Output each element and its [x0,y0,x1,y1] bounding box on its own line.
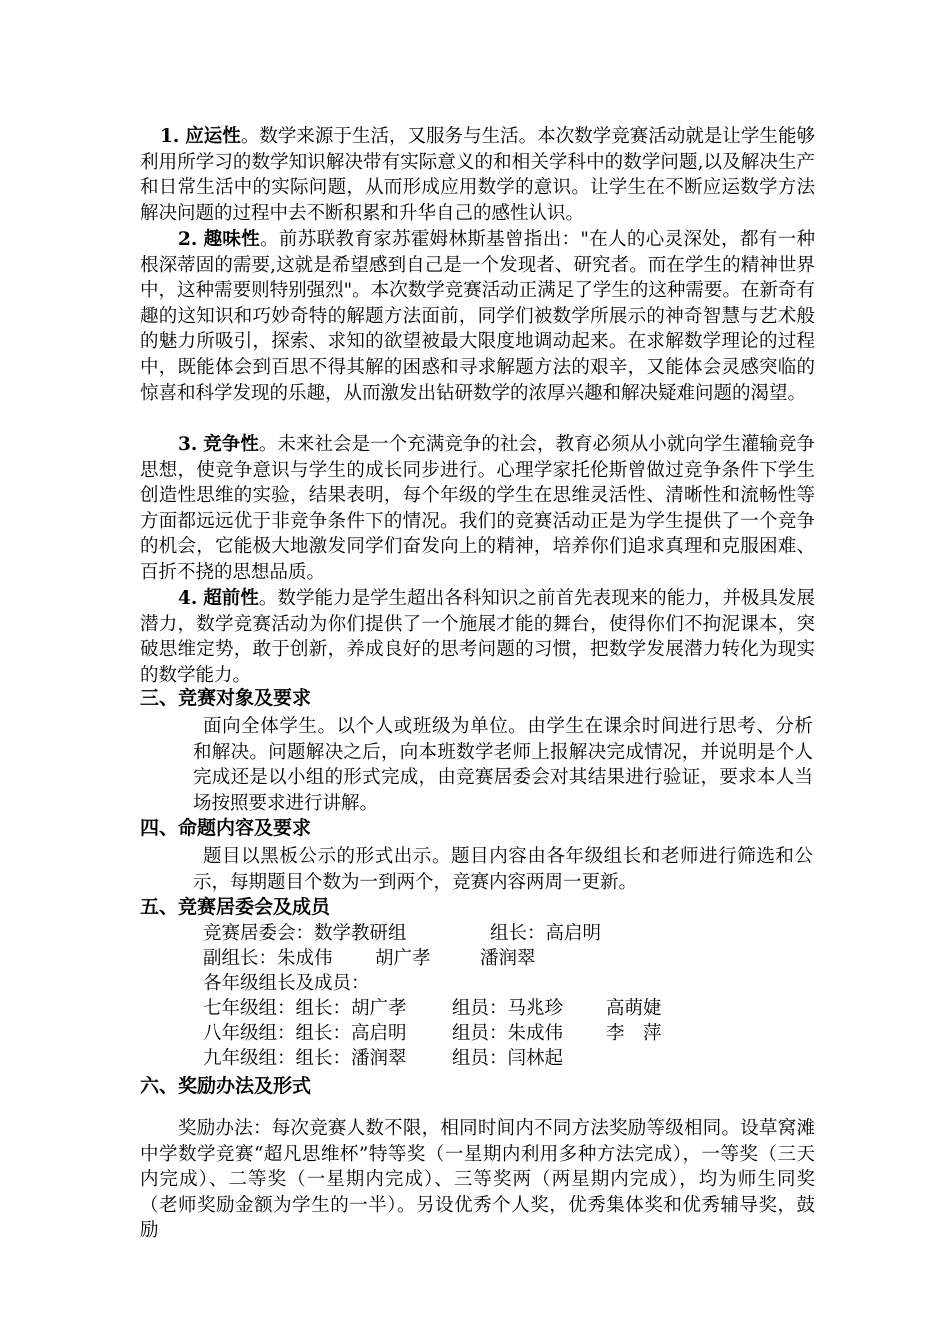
paragraph-competition [140,432,815,586]
item-title: 竞争性 [203,434,259,455]
grade-7-leader: 七年级组：组长：胡广孝 [203,998,407,1019]
vice-leader-3: 潘润翠 [480,948,536,969]
section-4-body: 题目以黑板公示的形式出示。题目内容由各年级组长和老师进行筛选和公示，每期题目个数为一到两个，竞赛内容两周一更新。 [193,846,813,893]
section-3-body: 面向全体学生。以个人或班级为单位。由学生在课余时间进行思考、分析和解决。问题解决之后，向本班数学老师上报解决完成情况，并说明是个人完成还是以小组的形式完成，由竞赛居委会对其结果进行验证，要求本人当场按照要求进行讲解。 [193,716,813,814]
grade-members-label: 各年级组长及成员： [203,973,370,994]
section-heading-4: 四、命题内容及要求 [140,817,312,839]
item-number: 1. [160,126,180,147]
committee-name: 竞赛居委会：数学教研组 [203,923,407,944]
item-title: 超前性 [203,588,259,609]
section-heading-6: 六、奖励办法及形式 [140,1075,312,1097]
section-heading-5: 五、竞赛居委会及成员 [140,896,331,918]
vice-leader-2: 胡广孝 [375,948,431,969]
item-title: 应运性 [185,126,241,147]
grade-9-leader: 九年级组：组长：潘润翠 [203,1048,407,1069]
vice-leader: 副组长：朱成伟 [203,948,333,969]
paragraph-advanced [140,586,815,688]
grade-8-extra: 李 萍 [606,1023,662,1044]
grade-8-leader: 八年级组：组长：高启明 [203,1023,407,1044]
committee-leader: 组长：高启明 [490,923,602,944]
paragraph-interest [140,227,815,406]
item-text: 。前苏联教育家苏霍姆林斯基曾指出："在人的心灵深处，都有一种根深蒂固的需要,这就是希望感到自己是一个发现者、研究者。而在学生的精神世界中，这种需要则特别强烈"。本次数学竞赛活动正满足了学生的这种需要。在新奇有趣的这知识和巧妙奇特的解题方法面前，同学们被数学所展示的神奇智慧与艺术般的魅力所吸引，探索、求知的欲望被最大限度地调动起来。在求解数学理论的过程中，既能体会到百思不得其解的困惑和寻求解题方法的艰辛，又能体会灵感突临的惊喜和科学发现的乐趣，从而激发出钻研数学的浓厚兴趣和解决疑难问题的渴望。 [140,229,815,404]
section-6-body: 奖励办法：每次竞赛人数不限，相同时间内不同方法奖励等级相同。设草窝滩中学数学竞赛“超凡思维杯”特等奖（一星期内利用多种方法完成），一等奖（三天内完成）、二等奖（一星期内完成）、三等奖两（两星期内完成），均为师生同奖（老师奖励金额为学生的一半）。另设优秀个人奖，优秀集体奖和优秀辅导奖，鼓励 [140,1118,815,1242]
item-text: 。数学来源于生活，又服务与生活。本次数学竞赛活动就是让学生能够利用所学习的数学知识解决带有实际意义的和相关学科中的数学问题,以及解决生产和日常生活中的实际问题，从而形成应用数学的意识。让学生在不断应运数学方法解决问题的过程中去不断积累和升华自己的感性认识。 [140,126,815,224]
item-text: 。未来社会是一个充满竞争的社会，教育必须从小就向学生灌输竞争思想，使竞争意识与学生的成长同步进行。心理学家托伦斯曾做过竞争条件下学生创造性思维的实验，结果表明，每个年级的学生在思维灵活性、清晰性和流畅性等方面都远远优于非竞争条件下的情况。我们的竞赛活动正是为学生提供了一个竞争的机会，它能极大地激发同学们奋发向上的精神，培养你们追求真理和克服困难、百折不挠的思想品质。 [140,434,815,583]
grade-7-extra: 高萌婕 [606,998,662,1019]
item-number: 4. [178,588,198,609]
item-title: 趣味性 [203,229,261,250]
item-number: 3. [178,434,198,455]
item-number: 2. [178,229,198,250]
paragraph-applicability [140,124,815,226]
section-heading-3: 三、竞赛对象及要求 [140,687,312,709]
grade-7-members: 组员：马兆珍 [452,998,564,1019]
grade-9-members: 组员：闫林起 [452,1048,564,1069]
item-text: 。数学能力是学生超出各科知识之前首先表现来的能力，并极具发展潜力，数学竞赛活动为你们提供了一个施展才能的舞台，使得你们不拘泥课本，突破思维定势，敢于创新，养成良好的思考问题的习惯，把数学发展潜力转化为现实的数学能力。 [140,588,815,686]
grade-8-members: 组员：朱成伟 [452,1023,564,1044]
